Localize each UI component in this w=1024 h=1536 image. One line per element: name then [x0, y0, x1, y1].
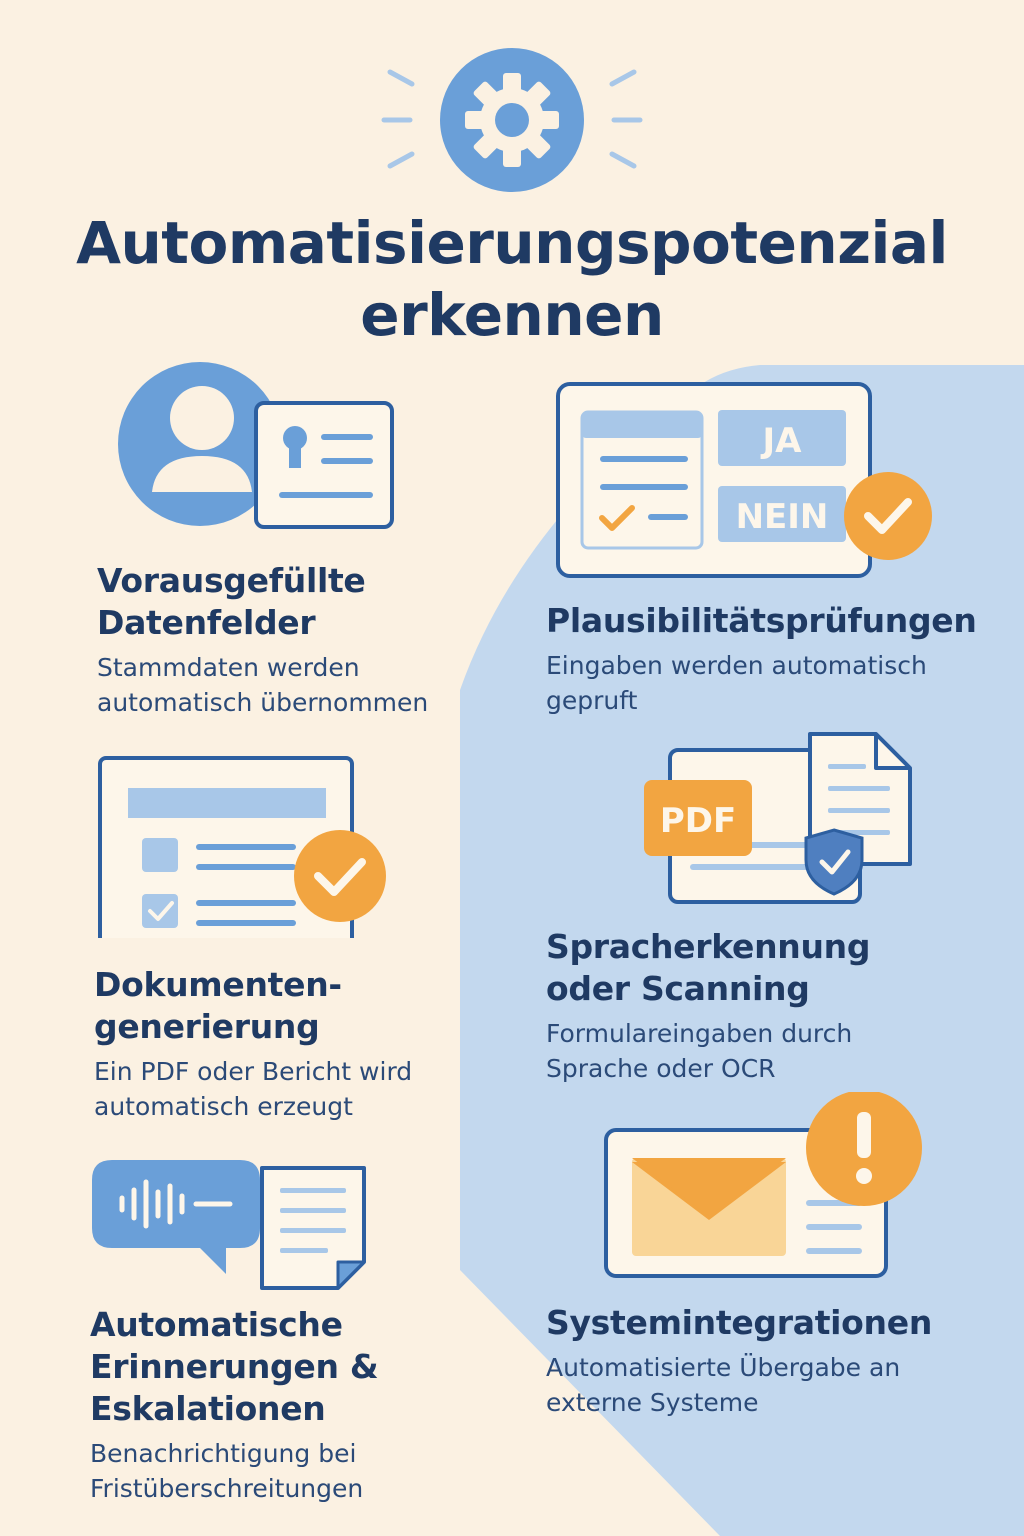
heading-line: Plausibilitätsprüfungen	[546, 601, 977, 640]
description-line: automatisch erzeugt	[94, 1092, 353, 1121]
description-line: gepruft	[546, 686, 638, 715]
heading-line: Datenfelder	[97, 603, 316, 642]
voice-message-document-icon	[90, 1158, 370, 1294]
description-line: Formulareingaben durch	[546, 1019, 853, 1048]
pdf-label: PDF	[659, 801, 737, 841]
ja-label: JA	[762, 421, 802, 461]
description-line: Benachrichtigung bei	[90, 1439, 357, 1468]
item-system-integrations	[546, 1302, 986, 1420]
heading-line: Systemintegrationen	[546, 1303, 933, 1342]
pdf-document-shield-icon	[640, 730, 914, 910]
description-line: Stammdaten werden	[97, 653, 360, 682]
item-reminders-escalations	[90, 1304, 450, 1506]
user-id-card-icon	[116, 360, 400, 535]
description-line: Eingaben werden automatisch	[546, 651, 927, 680]
yes-no-check-icon	[556, 380, 938, 580]
item-document-generation	[94, 964, 454, 1124]
heading-line: Spracherkennung	[546, 927, 871, 966]
heading-line: Erinnerungen &	[90, 1347, 379, 1386]
page-title-line1: Automatisierungspotenzial	[76, 209, 948, 277]
gear-icon	[380, 48, 644, 196]
page-title-line2: erkennen	[360, 281, 664, 349]
heading-line: Eskalationen	[90, 1389, 326, 1428]
heading-line: oder Scanning	[546, 969, 810, 1008]
description-line: automatisch übernommen	[97, 688, 429, 717]
description-line: Ein PDF oder Bericht wird	[94, 1057, 413, 1086]
item-plausibility-checks	[546, 600, 986, 718]
description-line: Automatisierte Übergabe an	[546, 1353, 901, 1382]
description-line: externe Systeme	[546, 1388, 759, 1417]
nein-label: NEIN	[735, 497, 829, 537]
heading-line: Dokumenten-	[94, 965, 342, 1004]
heading-line: generierung	[94, 1007, 320, 1046]
heading-line: Automatische	[90, 1305, 343, 1344]
item-speech-recognition	[546, 926, 986, 1086]
heading-line: Vorausgefüllte	[97, 561, 366, 600]
envelope-alert-icon	[602, 1092, 926, 1282]
item-prefilled-fields	[97, 560, 457, 720]
description-line: Sprache oder OCR	[546, 1054, 776, 1083]
description-line: Fristüberschreitungen	[90, 1474, 364, 1503]
form-document-check-icon	[98, 756, 390, 946]
